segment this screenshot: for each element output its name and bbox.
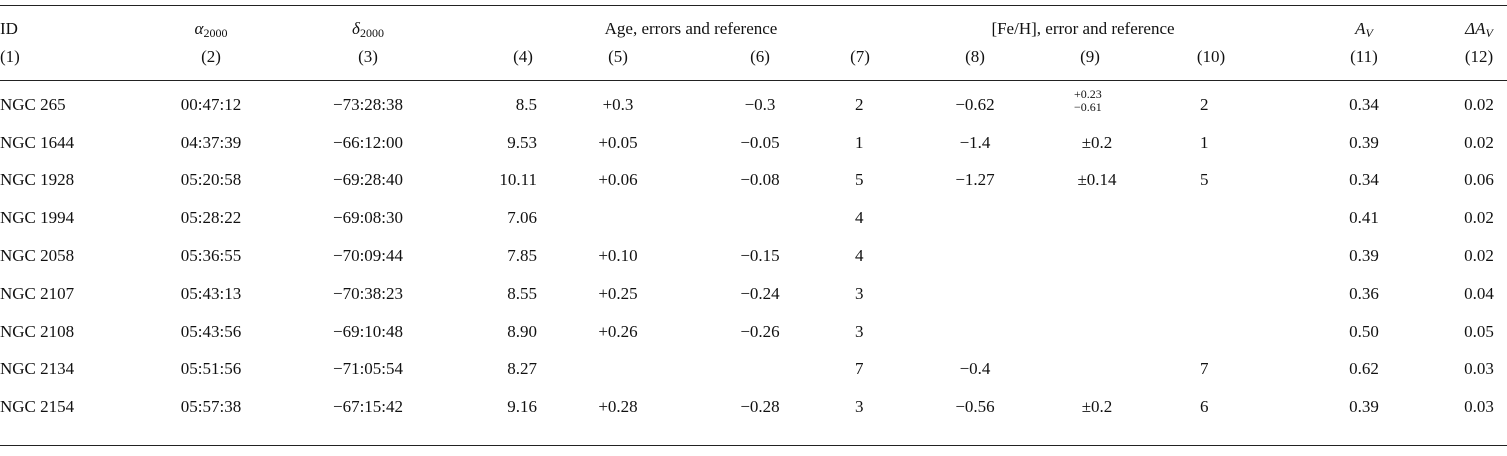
cell-dec: −69:28:40 bbox=[332, 170, 404, 189]
table-bottom-rule bbox=[0, 445, 1507, 446]
cell-delta-av: 0.03 bbox=[1464, 359, 1494, 378]
cell-feh: −0.4 bbox=[959, 359, 991, 378]
cell-delta-av: 0.02 bbox=[1464, 133, 1494, 152]
cell-ra: 00:47:12 bbox=[180, 95, 242, 114]
cell-age-reference: 2 bbox=[855, 95, 864, 114]
cell-age: 8.90 bbox=[507, 322, 537, 341]
header-col-number: (4) bbox=[513, 47, 533, 66]
header-age-group: Age, errors and reference bbox=[604, 19, 778, 38]
cell-age-reference: 4 bbox=[855, 246, 864, 265]
header-ra-sub: 2000 bbox=[203, 26, 228, 40]
cell-id: NGC 2108 bbox=[0, 322, 75, 341]
cell-delta-av: 0.02 bbox=[1464, 95, 1494, 114]
cell-dec: −69:10:48 bbox=[332, 322, 404, 341]
cell-feh-reference: 7 bbox=[1200, 359, 1209, 378]
cell-av: 0.39 bbox=[1349, 246, 1379, 265]
cell-delta-av: 0.05 bbox=[1464, 322, 1494, 341]
cell-dec: −71:05:54 bbox=[332, 359, 404, 378]
cell-feh: −1.4 bbox=[959, 133, 991, 152]
cell-id: NGC 1928 bbox=[0, 170, 75, 189]
header-id: ID bbox=[0, 19, 18, 38]
header-col-number: (11) bbox=[1350, 47, 1378, 66]
cell-dec: −67:15:42 bbox=[332, 397, 404, 416]
cell-age-minus-error: −0.28 bbox=[740, 397, 780, 416]
header-col-number: (10) bbox=[1196, 47, 1226, 66]
cell-age: 8.55 bbox=[507, 284, 537, 303]
cell-age: 10.11 bbox=[499, 170, 537, 189]
cell-ra: 05:20:58 bbox=[180, 170, 242, 189]
cell-dec: −66:12:00 bbox=[332, 133, 404, 152]
cell-age-reference: 3 bbox=[855, 284, 864, 303]
header-av bbox=[1355, 19, 1373, 39]
cell-delta-av: 0.02 bbox=[1464, 246, 1494, 265]
cell-age-plus-error: +0.3 bbox=[602, 95, 634, 114]
cell-av: 0.62 bbox=[1349, 359, 1379, 378]
cell-age-reference: 7 bbox=[855, 359, 864, 378]
cell-id: NGC 1994 bbox=[0, 208, 75, 227]
cell-age-plus-error: +0.25 bbox=[598, 284, 638, 303]
feh-error-lower: −0.61 bbox=[1074, 100, 1102, 114]
cell-delta-av: 0.03 bbox=[1464, 397, 1494, 416]
header-col-number: (6) bbox=[750, 47, 770, 66]
cell-av: 0.36 bbox=[1349, 284, 1379, 303]
header-col-number: (1) bbox=[0, 47, 20, 66]
cell-feh-reference: 2 bbox=[1200, 95, 1209, 114]
cell-feh-asymmetric-error bbox=[1074, 88, 1102, 114]
cell-age-plus-error: +0.28 bbox=[598, 397, 638, 416]
cell-age-reference: 4 bbox=[855, 208, 864, 227]
header-col-number: (2) bbox=[201, 47, 221, 66]
header-dec-symbol: δ bbox=[352, 19, 360, 38]
header-ra-symbol: α bbox=[194, 19, 204, 38]
table-header-rule bbox=[0, 80, 1507, 81]
cell-delta-av: 0.04 bbox=[1464, 284, 1494, 303]
cell-age-plus-error: +0.06 bbox=[598, 170, 638, 189]
cell-age: 9.16 bbox=[507, 397, 537, 416]
header-av-sub: V bbox=[1365, 26, 1373, 40]
cell-age-reference: 5 bbox=[855, 170, 864, 189]
cell-ra: 05:51:56 bbox=[180, 359, 242, 378]
cell-delta-av: 0.06 bbox=[1464, 170, 1494, 189]
cell-av: 0.39 bbox=[1349, 133, 1379, 152]
cell-feh-reference: 5 bbox=[1200, 170, 1209, 189]
header-col-number: (3) bbox=[358, 47, 378, 66]
header-col-number: (9) bbox=[1080, 47, 1100, 66]
cell-av: 0.34 bbox=[1349, 170, 1379, 189]
cell-feh-error: ±0.14 bbox=[1077, 170, 1117, 189]
cell-id: NGC 265 bbox=[0, 95, 66, 114]
cell-age: 8.27 bbox=[507, 359, 537, 378]
cell-age-minus-error: −0.3 bbox=[744, 95, 776, 114]
cell-dec: −70:09:44 bbox=[332, 246, 404, 265]
header-dec-sub: 2000 bbox=[359, 26, 384, 40]
cell-av: 0.50 bbox=[1349, 322, 1379, 341]
cell-feh-error: ±0.2 bbox=[1081, 397, 1113, 416]
cell-id: NGC 2058 bbox=[0, 246, 75, 265]
cell-age: 8.5 bbox=[515, 95, 537, 114]
cell-ra: 05:28:22 bbox=[180, 208, 242, 227]
cell-av: 0.41 bbox=[1349, 208, 1379, 227]
cell-id: NGC 2154 bbox=[0, 397, 75, 416]
cell-dec: −73:28:38 bbox=[332, 95, 404, 114]
cell-age-reference: 3 bbox=[855, 397, 864, 416]
cell-dec: −69:08:30 bbox=[332, 208, 404, 227]
header-col-number: (12) bbox=[1464, 47, 1494, 66]
cell-age-plus-error: +0.05 bbox=[598, 133, 638, 152]
cell-feh: −1.27 bbox=[955, 170, 995, 189]
cell-ra: 04:37:39 bbox=[180, 133, 242, 152]
cell-feh-reference: 1 bbox=[1200, 133, 1209, 152]
cell-id: NGC 1644 bbox=[0, 133, 75, 152]
header-dav-sub: V bbox=[1485, 26, 1493, 40]
table-top-rule bbox=[0, 5, 1507, 6]
cell-av: 0.39 bbox=[1349, 397, 1379, 416]
cell-age-minus-error: −0.26 bbox=[740, 322, 780, 341]
header-col-number: (7) bbox=[850, 47, 870, 66]
header-dav bbox=[1465, 19, 1493, 39]
cell-feh-error: ±0.2 bbox=[1081, 133, 1113, 152]
cell-age-reference: 3 bbox=[855, 322, 864, 341]
cell-age-plus-error: +0.26 bbox=[598, 322, 638, 341]
cell-id: NGC 2134 bbox=[0, 359, 75, 378]
cell-age-minus-error: −0.15 bbox=[740, 246, 780, 265]
cell-age-reference: 1 bbox=[855, 133, 864, 152]
header-col-number: (8) bbox=[965, 47, 985, 66]
cell-feh-reference: 6 bbox=[1200, 397, 1209, 416]
cell-age: 9.53 bbox=[507, 133, 537, 152]
cell-ra: 05:36:55 bbox=[180, 246, 242, 265]
feh-error-upper: +0.23 bbox=[1074, 87, 1102, 101]
cell-age-plus-error: +0.10 bbox=[598, 246, 638, 265]
header-dec bbox=[352, 19, 384, 39]
header-ra bbox=[195, 19, 228, 39]
cell-id: NGC 2107 bbox=[0, 284, 75, 303]
cell-age-minus-error: −0.24 bbox=[740, 284, 780, 303]
cell-age-minus-error: −0.05 bbox=[740, 133, 780, 152]
cell-age: 7.85 bbox=[507, 246, 537, 265]
header-av-symbol: A bbox=[1355, 19, 1366, 38]
cell-delta-av: 0.02 bbox=[1464, 208, 1494, 227]
cell-feh: −0.56 bbox=[955, 397, 995, 416]
header-col-number: (5) bbox=[608, 47, 628, 66]
header-dav-symbol: ΔA bbox=[1465, 19, 1486, 38]
header-feh-group: [Fe/H], error and reference bbox=[991, 19, 1175, 38]
cell-av: 0.34 bbox=[1349, 95, 1379, 114]
cell-ra: 05:57:38 bbox=[180, 397, 242, 416]
cell-age: 7.06 bbox=[507, 208, 537, 227]
cell-feh: −0.62 bbox=[955, 95, 995, 114]
cell-ra: 05:43:56 bbox=[180, 322, 242, 341]
cell-ra: 05:43:13 bbox=[180, 284, 242, 303]
cell-age-minus-error: −0.08 bbox=[740, 170, 780, 189]
cell-dec: −70:38:23 bbox=[332, 284, 404, 303]
